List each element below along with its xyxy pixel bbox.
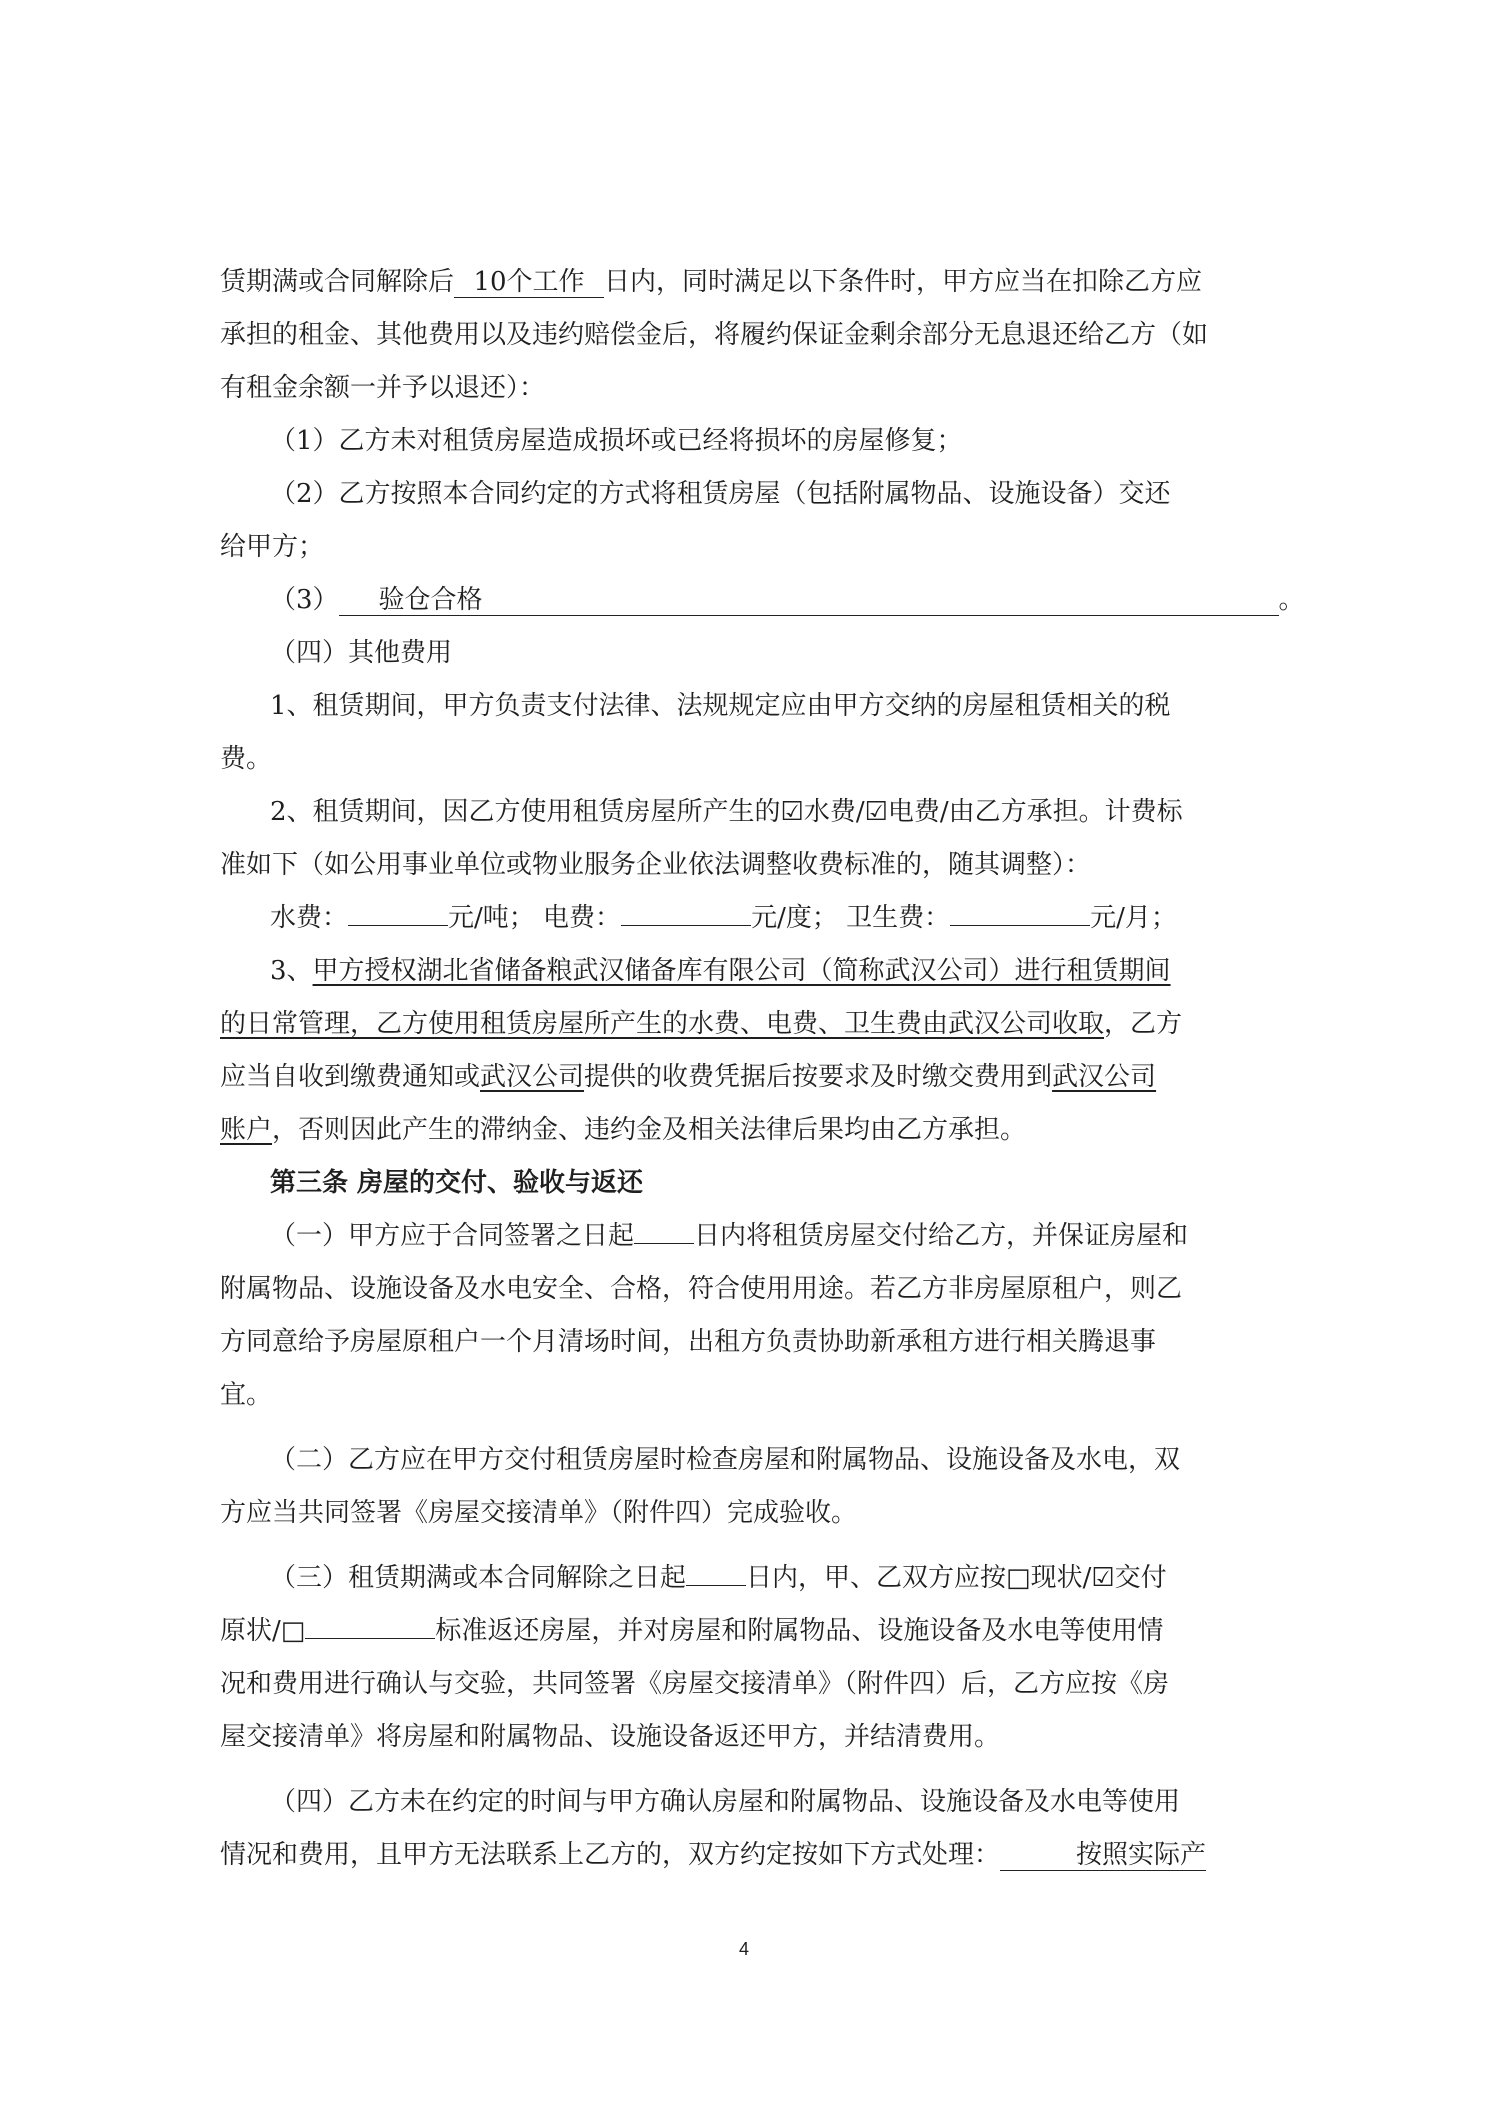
water-fee-field [348, 925, 448, 926]
article-3-p4: （四）乙方未在约定的时间与甲方确认房屋和附属物品、设施设备及水电等使用 [270, 1787, 1181, 1817]
text: ，否则因此产生的滞纳金、违约金及相关法律后果均由乙方承担。 [272, 1115, 1027, 1145]
delivery-days-field [634, 1243, 694, 1244]
fees-item-1-cont: 费。 [220, 744, 273, 774]
article-3-p2: （二）乙方应在甲方交付租赁房屋时检查房屋和附属物品、设施设备及水电，双 [270, 1445, 1181, 1475]
article-3-p3 [270, 1558, 1167, 1598]
fees-item-3-line-3 [220, 1057, 1156, 1097]
text: 提供的收费凭据后按要求及时缴交费用到 [584, 1062, 1053, 1092]
text: （三）租赁期满或本合同解除之日起 [270, 1563, 687, 1593]
article-3-p2-line-2: 方应当共同签署《房屋交接清单》（附件四）完成验收。 [220, 1498, 858, 1528]
text: 元/月； [1090, 903, 1177, 933]
text: 原状/□ [220, 1616, 306, 1646]
refund-days-field: 10个工作 [454, 267, 604, 298]
text: 情况和费用，且甲方无法联系上乙方的，双方约定按如下方式处理： [220, 1840, 1001, 1870]
condition-2-cont: 给甲方； [220, 532, 325, 562]
article-3-p1-line-2: 附属物品、设施设备及水电安全、合格，符合使用用途。若乙方非房屋原租户，则乙 [220, 1274, 1183, 1304]
deposit-line-1 [220, 262, 1202, 302]
text: 日内将租赁房屋交付给乙方，并保证房屋和 [694, 1221, 1189, 1251]
article-3-p1 [270, 1216, 1188, 1256]
text: 。 [1278, 585, 1305, 615]
article-3-p3-line-2 [220, 1611, 1163, 1651]
sanitation-fee-field [950, 925, 1090, 926]
sanitation-fee-label: 卫生费： [846, 903, 951, 933]
text: 元/度； [751, 903, 838, 933]
fees-item-1: 1、租赁期间，甲方负责支付法律、法规规定应由甲方交纳的房屋租赁相关的税 [270, 691, 1171, 721]
text: （一）甲方应于合同签署之日起 [270, 1221, 635, 1251]
text: 应当自收到缴费通知或 [220, 1062, 481, 1092]
fees-item-2-cont: 准如下（如公用事业单位或物业服务企业依法调整收费标准的，随其调整）： [220, 850, 1092, 880]
condition-3-field: 验仓合格 [339, 585, 1279, 616]
fees-item-2: 2、租赁期间，因乙方使用租赁房屋所产生的☑水费/☑电费/由乙方承担。计费标 [270, 797, 1183, 827]
text: ，乙方 [1104, 1009, 1183, 1039]
return-standard-field [305, 1638, 435, 1639]
article-3-p1-line-3: 方同意给予房屋原租户一个月清场时间，出租方负责协助新承租方进行相关腾退事 [220, 1327, 1157, 1357]
condition-1: （1）乙方未对租赁房屋造成损坏或已经将损坏的房屋修复； [270, 426, 963, 456]
condition-3 [270, 580, 1305, 620]
text: 标准返还房屋，并对房屋和附属物品、设施设备及水电等使用情 [435, 1616, 1164, 1646]
fee-rates-line [270, 898, 1177, 938]
text: 日内，同时满足以下条件时，甲方应当在扣除乙方应 [604, 267, 1203, 297]
return-days-field [686, 1585, 746, 1586]
underlined-text: 武汉公司 [1052, 1062, 1157, 1092]
condition-2: （2）乙方按照本合同约定的方式将租赁房屋（包括附属物品、设施设备）交还 [270, 479, 1171, 509]
fees-item-3-line-4 [220, 1110, 1026, 1150]
deposit-line-3: 有租金余额一并予以退还）： [220, 373, 546, 403]
text: 3、 [270, 956, 313, 986]
fees-item-3-line-2 [220, 1004, 1182, 1044]
underlined-text: 账户 [220, 1115, 273, 1145]
article-3-p4-line-2 [220, 1835, 1206, 1875]
water-fee-label: 水费： [270, 903, 349, 933]
article-3-p1-line-4: 宜。 [220, 1380, 273, 1410]
page-number: 4 [738, 1939, 749, 1959]
article-3-p3-line-4: 屋交接清单》将房屋和附属物品、设施设备返还甲方，并结清费用。 [220, 1722, 1001, 1752]
fees-item-3 [270, 951, 1171, 991]
text: 元/吨； [448, 903, 535, 933]
deposit-line-2: 承担的租金、其他费用以及违约赔偿金后，将履约保证金剩余部分无息退还给乙方（如 [220, 320, 1209, 350]
underlined-text: 甲方授权湖北省储备粮武汉储备库有限公司（简称武汉公司）进行租赁期间 [312, 956, 1171, 986]
text: 赁期满或合同解除后 [220, 267, 455, 297]
underlined-text: 武汉公司 [480, 1062, 585, 1092]
article-3-p3-line-3: 况和费用进行确认与交验，共同签署《房屋交接清单》（附件四）后，乙方应按《房 [220, 1669, 1170, 1699]
power-fee-field [621, 925, 751, 926]
power-fee-label: 电费： [543, 903, 622, 933]
underlined-text: 的日常管理，乙方使用租赁房屋所产生的水费、电费、卫生费由武汉公司收取 [220, 1009, 1105, 1039]
other-fees-heading: （四）其他费用 [270, 638, 453, 668]
text: 日内，甲、乙双方应按□现状/☑交付 [746, 1563, 1167, 1593]
article-3-heading: 第三条 房屋的交付、验收与返还 [270, 1168, 644, 1198]
handling-method-field: 按照实际产 [1000, 1840, 1206, 1871]
text: （3） [270, 585, 339, 615]
